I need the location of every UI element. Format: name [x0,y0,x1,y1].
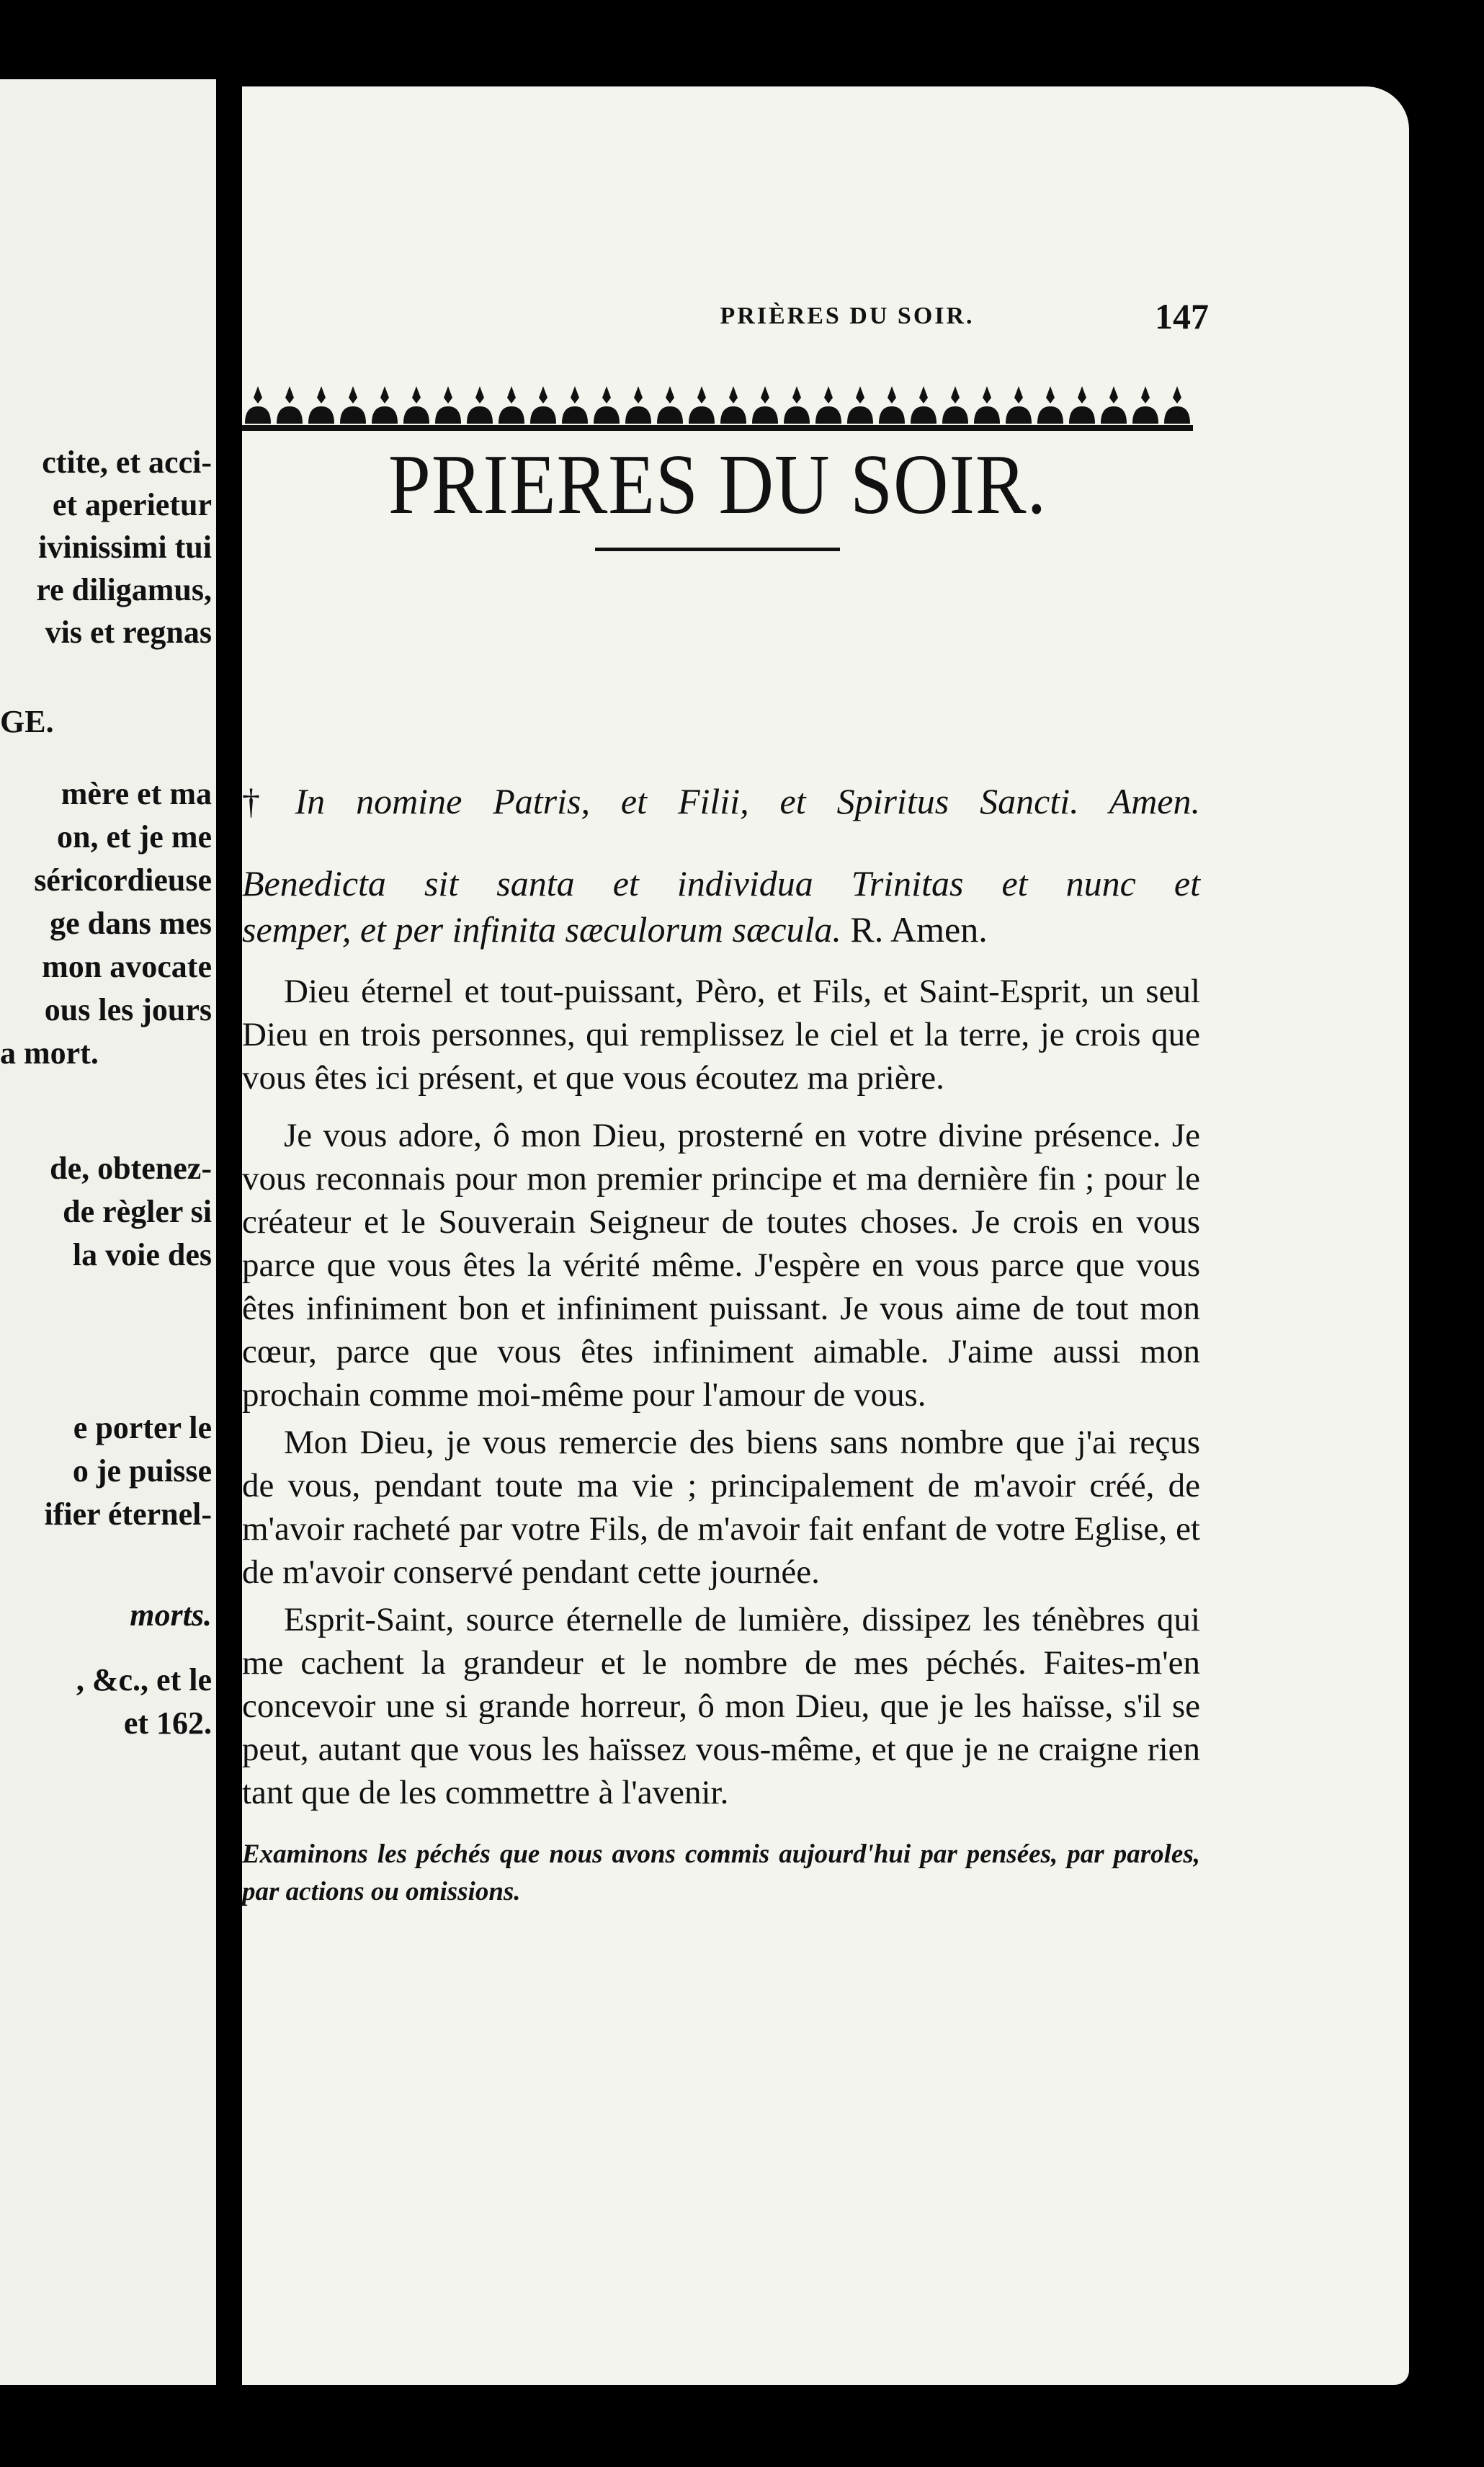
fleuron-icon [971,386,1003,431]
doxology-line-2 [242,906,1200,953]
page-number: 147 [1155,296,1209,336]
left-line: et 162. [123,1705,212,1741]
left-line: ge dans mes [50,906,212,941]
fleuron-icon [718,386,749,431]
left-line: ivinissimi tui [38,530,212,565]
left-line: GE. [0,704,54,739]
left-line: ous les jours [44,992,212,1027]
fleuron-icon [1034,386,1066,431]
running-head: PRIÈRES DU SOIR. [720,303,975,329]
fleuron-icon [622,386,654,431]
left-line: séricordieuse [34,862,212,898]
fleuron-icon [527,386,559,431]
left-line: e porter le [73,1410,212,1445]
left-line: vis et regnas [45,615,212,650]
ornament-border [242,382,1193,432]
left-line: on, et je me [56,819,212,855]
fleuron-icon [369,386,401,431]
cross-icon: † [242,781,282,821]
fleuron-icon [242,386,274,431]
invocation-verse [242,778,1200,824]
left-line: , &c., et le [76,1662,212,1698]
fleuron-icon [337,386,369,431]
fleuron-icon [781,386,813,431]
fleuron-icon [274,386,305,431]
left-line: la voie des [72,1237,212,1272]
fleuron-icon [1003,386,1034,431]
fleuron-icon [908,386,939,431]
fleuron-icon [305,386,337,431]
fleuron-icon [876,386,908,431]
left-line: mère et ma [61,776,212,811]
left-line: morts. [130,1597,212,1633]
left-line: o je puisse [72,1453,212,1489]
rubric-instruction: Examinons les péchés que nous avons commis aujourd'hui par pensées, par paroles, par actions ou omissions. [242,1839,1200,1906]
fleuron-icon [844,386,876,431]
left-line: ctite, et acci- [42,445,212,480]
left-line: ifier éternel- [44,1496,212,1532]
fleuron-icon [464,386,496,431]
left-line: de règler si [63,1194,212,1229]
fleuron-icon [686,386,718,431]
book-gutter [216,86,242,2464]
body-text [242,576,1200,1911]
fleuron-icon [1130,386,1161,431]
fleuron-icon [1161,386,1193,431]
fleuron-icon [939,386,971,431]
fleuron-icon [496,386,527,431]
left-line: et aperietur [52,487,212,522]
fleuron-icon [813,386,844,431]
invocation-text: In nomine Patris, et Filii, et Spiritus Sancti. Amen. [295,781,1201,821]
fleuron-icon [749,386,781,431]
left-line: a mort. [0,1035,99,1071]
title-rule [595,548,840,551]
paragraph: Dieu éternel et tout-puissant, Pèro, et Fils, et Saint-Esprit, un seul Dieu en trois personnes, qui remplissez le ciel et la terre, je crois que vous êtes ici présent, et que vous écoutez ma prière. [242,973,1200,1097]
left-line: de, obtenez- [50,1151,212,1186]
fleuron-icon [1098,386,1130,431]
fleuron-icon [1066,386,1098,431]
paragraph: Je vous adore, ô mon Dieu, prosterné en votre divine présence. Je vous reconnais pour mon premier principe et ma dernière fin ; pour le créateur et le Souverain Seigneur de toutes choses. Je crois en vous parce que vous êtes la vérité même. J'espère en vous parce que vous êtes infiniment bon et infiniment puissant. Je vous aime de tout mon cœur, parce que vous êtes infiniment aimable. J'aime aussi mon prochain comme moi-même pour l'amour de vous. [242,1117,1200,1414]
doxology-text: semper, et per infinita sæculorum sæcula. [242,909,841,950]
paragraph: Mon Dieu, je vous remercie des biens sans nombre que j'ai reçus de vous, pendant toute ma vie ; principalement de m'avoir créé, de m'avoir racheté par votre Fils, de m'avoir fait enfant de votre Eglise, et de m'avoir conservé pendant cette journée. [242,1424,1200,1591]
fleuron-icon [591,386,622,431]
doxology-line-1: Benedicta sit santa et individua Trinitas et nunc et [242,863,1200,904]
left-line: re diligamus, [36,572,212,607]
left-line: mon avocate [42,949,212,984]
left-page-fragment [0,79,216,2385]
fleuron-icon [432,386,464,431]
response-text: R. Amen. [850,909,988,950]
ornament-svg [242,382,1193,432]
paragraph: Esprit-Saint, source éternelle de lumière, dissipez les ténèbres qui me cachent la grandeur et le nombre de mes péchés. Faites-m'en concevoir une si grande horreur, ô mon Dieu, que je les haïsse, s'il se peut, autant que vous les haïssez vous-même, et que je ne craigne rien tant que de les commettre à l'avenir. [242,1601,1200,1811]
right-page [242,86,1409,2385]
page-title: PRIERES DU SOIR. [388,437,1047,532]
fleuron-icon [654,386,686,431]
fleuron-icon [559,386,591,431]
fleuron-icon [401,386,432,431]
